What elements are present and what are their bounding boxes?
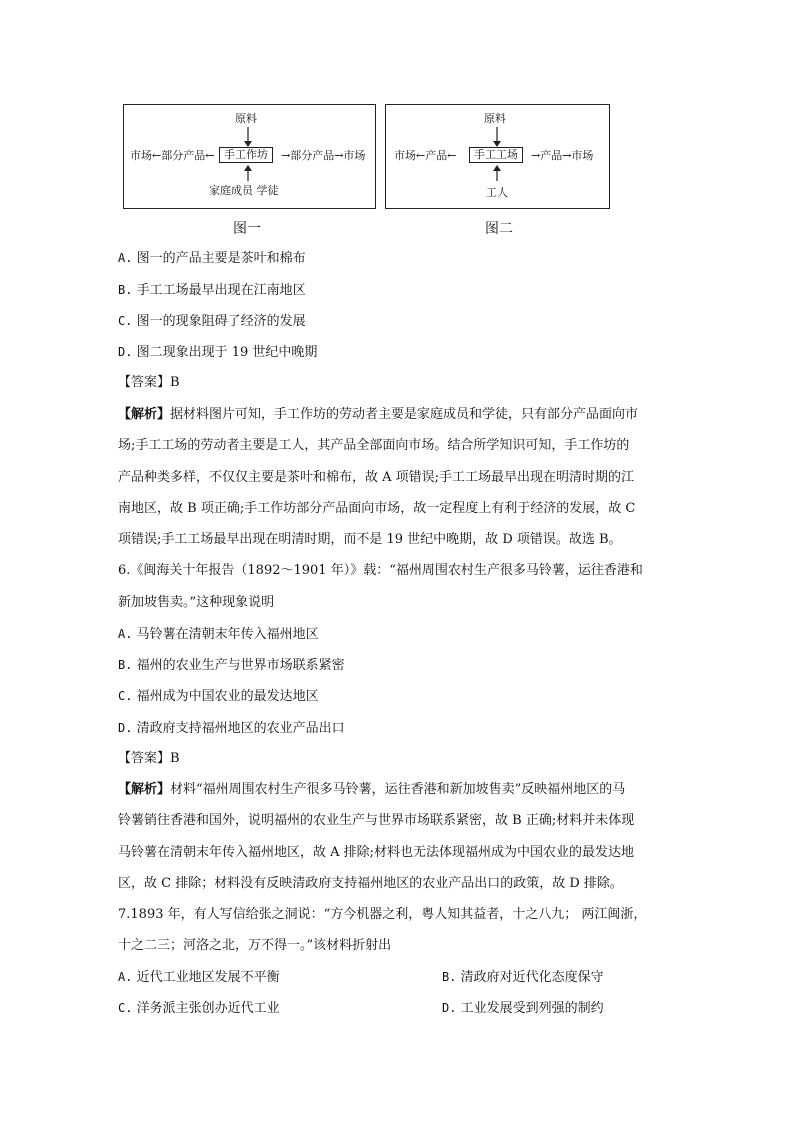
q5-analysis-line-5: 项错误;手工工场最早出现在明清时期，而不是 19 世纪中晚期，故 D 项错误。故选 B。 <box>118 532 622 547</box>
q7-option-c: C. 洋务派主张创办近代工业 <box>118 1001 280 1016</box>
q6-analysis-line-3: 马铃薯在清朝末年传入福州地区，故 A 排除;材料也无法体现福州成为中国农业的最发达地 <box>118 845 635 860</box>
figure-1-center-box: 手工作坊 <box>219 147 273 163</box>
figure-2-bottom-label: 工人 <box>486 186 508 199</box>
figure-2-caption: 图二 <box>485 221 513 237</box>
q6-analysis-line-1: 【解析】材料“福州周围农村生产很多马铃薯，运往香港和新加坡售卖”反映福州地区的马 <box>118 782 626 797</box>
q7-stem-line-2: 十之二三；河洛之北，万不得一。”该材料折射出 <box>118 938 392 953</box>
q5-option-b: B. 手工工场最早出现在江南地区 <box>118 283 306 298</box>
figure-2-handicraft-factory <box>385 104 610 209</box>
figure-1-right-label: →部分产品→市场 <box>281 149 366 162</box>
q6-stem-line-1: 6.《闽海关十年报告（1892～1901 年）》载：“福州周围农村生产很多马铃薯，运往香港和 <box>118 563 643 578</box>
q5-analysis-line-4: 南地区，故 B 项正确;手工作坊部分产品面向市场，故一定程度上有利于经济的发展，故 C <box>118 501 636 516</box>
q7-stem-line-1: 7.1893 年，有人写信给张之洞说：“方今机器之利，粤人知其益者，十之八九； 两江闽浙， <box>118 907 647 922</box>
q6-stem-line-2: 新加坡售卖。”这种现象说明 <box>118 595 275 610</box>
figure-1-handicraft-workshop <box>123 104 376 209</box>
figure-1-top-label: 原料 <box>235 112 257 125</box>
q6-option-b: B. 福州的农业生产与世界市场联系紧密 <box>118 658 345 673</box>
figure-2-center-box: 手工工场 <box>469 147 523 163</box>
q6-option-a: A. 马铃薯在清朝末年传入福州地区 <box>118 627 319 642</box>
q6-answer: 【答案】B <box>118 751 180 766</box>
figure-2-right-label: →产品→市场 <box>531 149 594 162</box>
q5-option-a: A. 图一的产品主要是茶叶和棉布 <box>118 251 306 266</box>
q7-option-d: D. 工业发展受到列强的制约 <box>442 1001 604 1016</box>
q6-analysis-line-2: 铃薯销往香港和国外，说明福州的农业生产与世界市场联系紧密，故 B 正确;材料并未体现 <box>118 813 635 828</box>
q5-analysis-line-2: 场;手工工场的劳动者主要是工人，其产品全部面向市场。结合所学知识可知，手工作坊的 <box>118 438 630 453</box>
q6-option-c: C. 福州成为中国农业的最发达地区 <box>118 689 319 704</box>
q6-analysis-line-4: 区，故 C 排除；材料没有反映清政府支持福州地区的农业产品出口的政策，故 D 排除。 <box>118 876 623 891</box>
q5-option-d: D. 图二现象出现于 19 世纪中晚期 <box>118 345 318 360</box>
q7-option-a: A. 近代工业地区发展不平衡 <box>118 970 280 985</box>
q6-option-d: D. 清政府支持福州地区的农业产品出口 <box>118 721 345 736</box>
figure-1-caption: 图一 <box>233 221 261 237</box>
q7-option-b: B. 清政府对近代化态度保守 <box>442 970 604 985</box>
figure-2-left-label: 市场←产品← <box>394 149 457 162</box>
figure-1-bottom-label: 家庭成员 学徒 <box>209 184 279 197</box>
q5-answer: 【答案】B <box>118 375 180 390</box>
figure-1-left-label: 市场←部分产品← <box>130 149 215 162</box>
q5-option-c: C. 图一的现象阻碍了经济的发展 <box>118 314 306 329</box>
figure-2-top-label: 原料 <box>484 112 506 125</box>
q5-analysis-line-3: 产品种类多样，不仅仅主要是茶叶和棉布，故 A 项错误;手工工场最早出现在明清时期的江 <box>118 470 635 485</box>
q5-analysis-line-1: 【解析】据材料图片可知，手工作坊的劳动者主要是家庭成员和学徒，只有部分产品面向市 <box>118 407 639 422</box>
